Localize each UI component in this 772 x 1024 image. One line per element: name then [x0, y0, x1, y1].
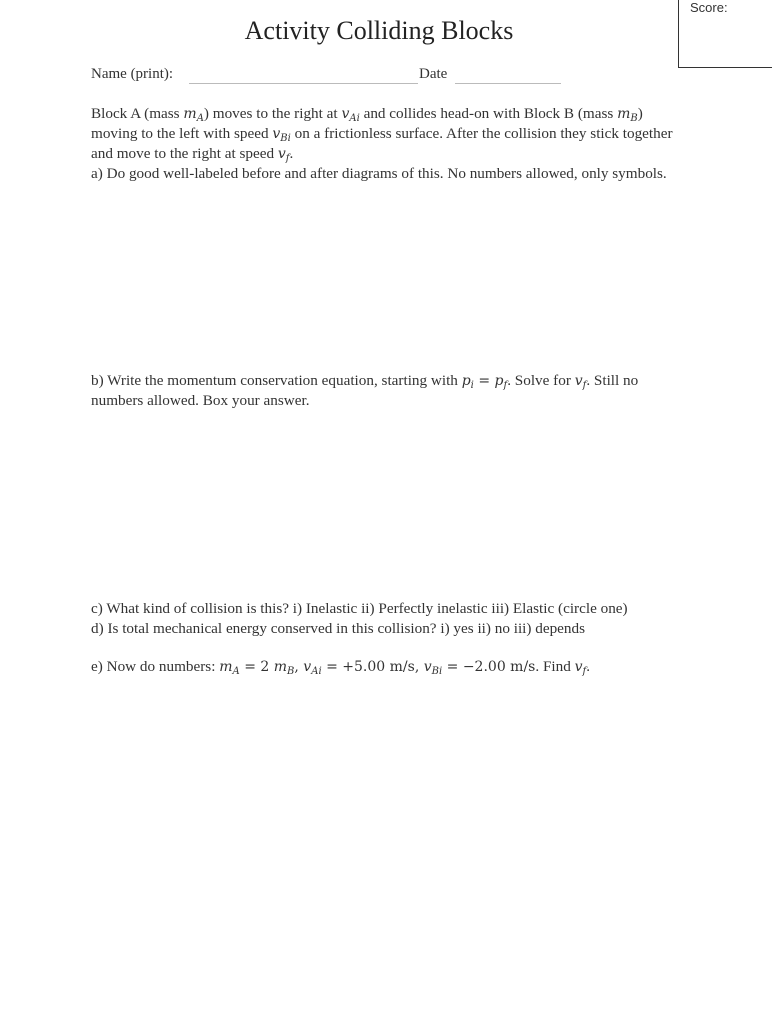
date-input-line[interactable] [455, 83, 561, 84]
intro-line-2: moving to the left with speed $v_{Bi}$ on a frictionless surface. After the collision they stick together [91, 125, 673, 144]
name-label: Name (print): [91, 66, 174, 82]
part-c-d-questions [91, 599, 628, 639]
part-a-question: a) Do good well-labeled before and after diagrams of this. No numbers allowed, only symbols. [91, 165, 667, 182]
part-d-question: d) Is total mechanical energy conserved in this collision? i) yes ii) no iii) depends [91, 620, 586, 637]
part-b-question [91, 371, 638, 411]
part-e-question [91, 657, 590, 677]
part-b-line-2: numbers allowed. Box your answer. [91, 392, 310, 409]
date-label: Date [419, 66, 448, 82]
part-c-question: c) What kind of collision is this? i) Inelastic ii) Perfectly inelastic iii) Elastic (circle one) [91, 600, 628, 617]
part-e-line: e) Now do numbers: $m_A = 2$ $m_B$, $v_{Ai} = +5.00$ m/s, $v_{Bi} = -2.00$ m/s. Find $v_f$. [91, 658, 591, 677]
problem-intro [91, 104, 673, 184]
intro-line-3: and move to the right at speed $v_f$. [91, 145, 294, 164]
score-label: Score: [690, 0, 728, 15]
intro-line-1: Block A (mass $m_A$) moves to the right at $v_{Ai}$ and collides head-on with Block B (mass $m_B$) [91, 105, 643, 124]
part-b-line-1: b) Write the momentum conservation equation, starting with $p_i = p_f$. Solve for $v_f$. Still no [91, 372, 639, 391]
page-title: Activity Colliding Blocks [244, 16, 514, 45]
name-input-line[interactable] [189, 83, 418, 84]
